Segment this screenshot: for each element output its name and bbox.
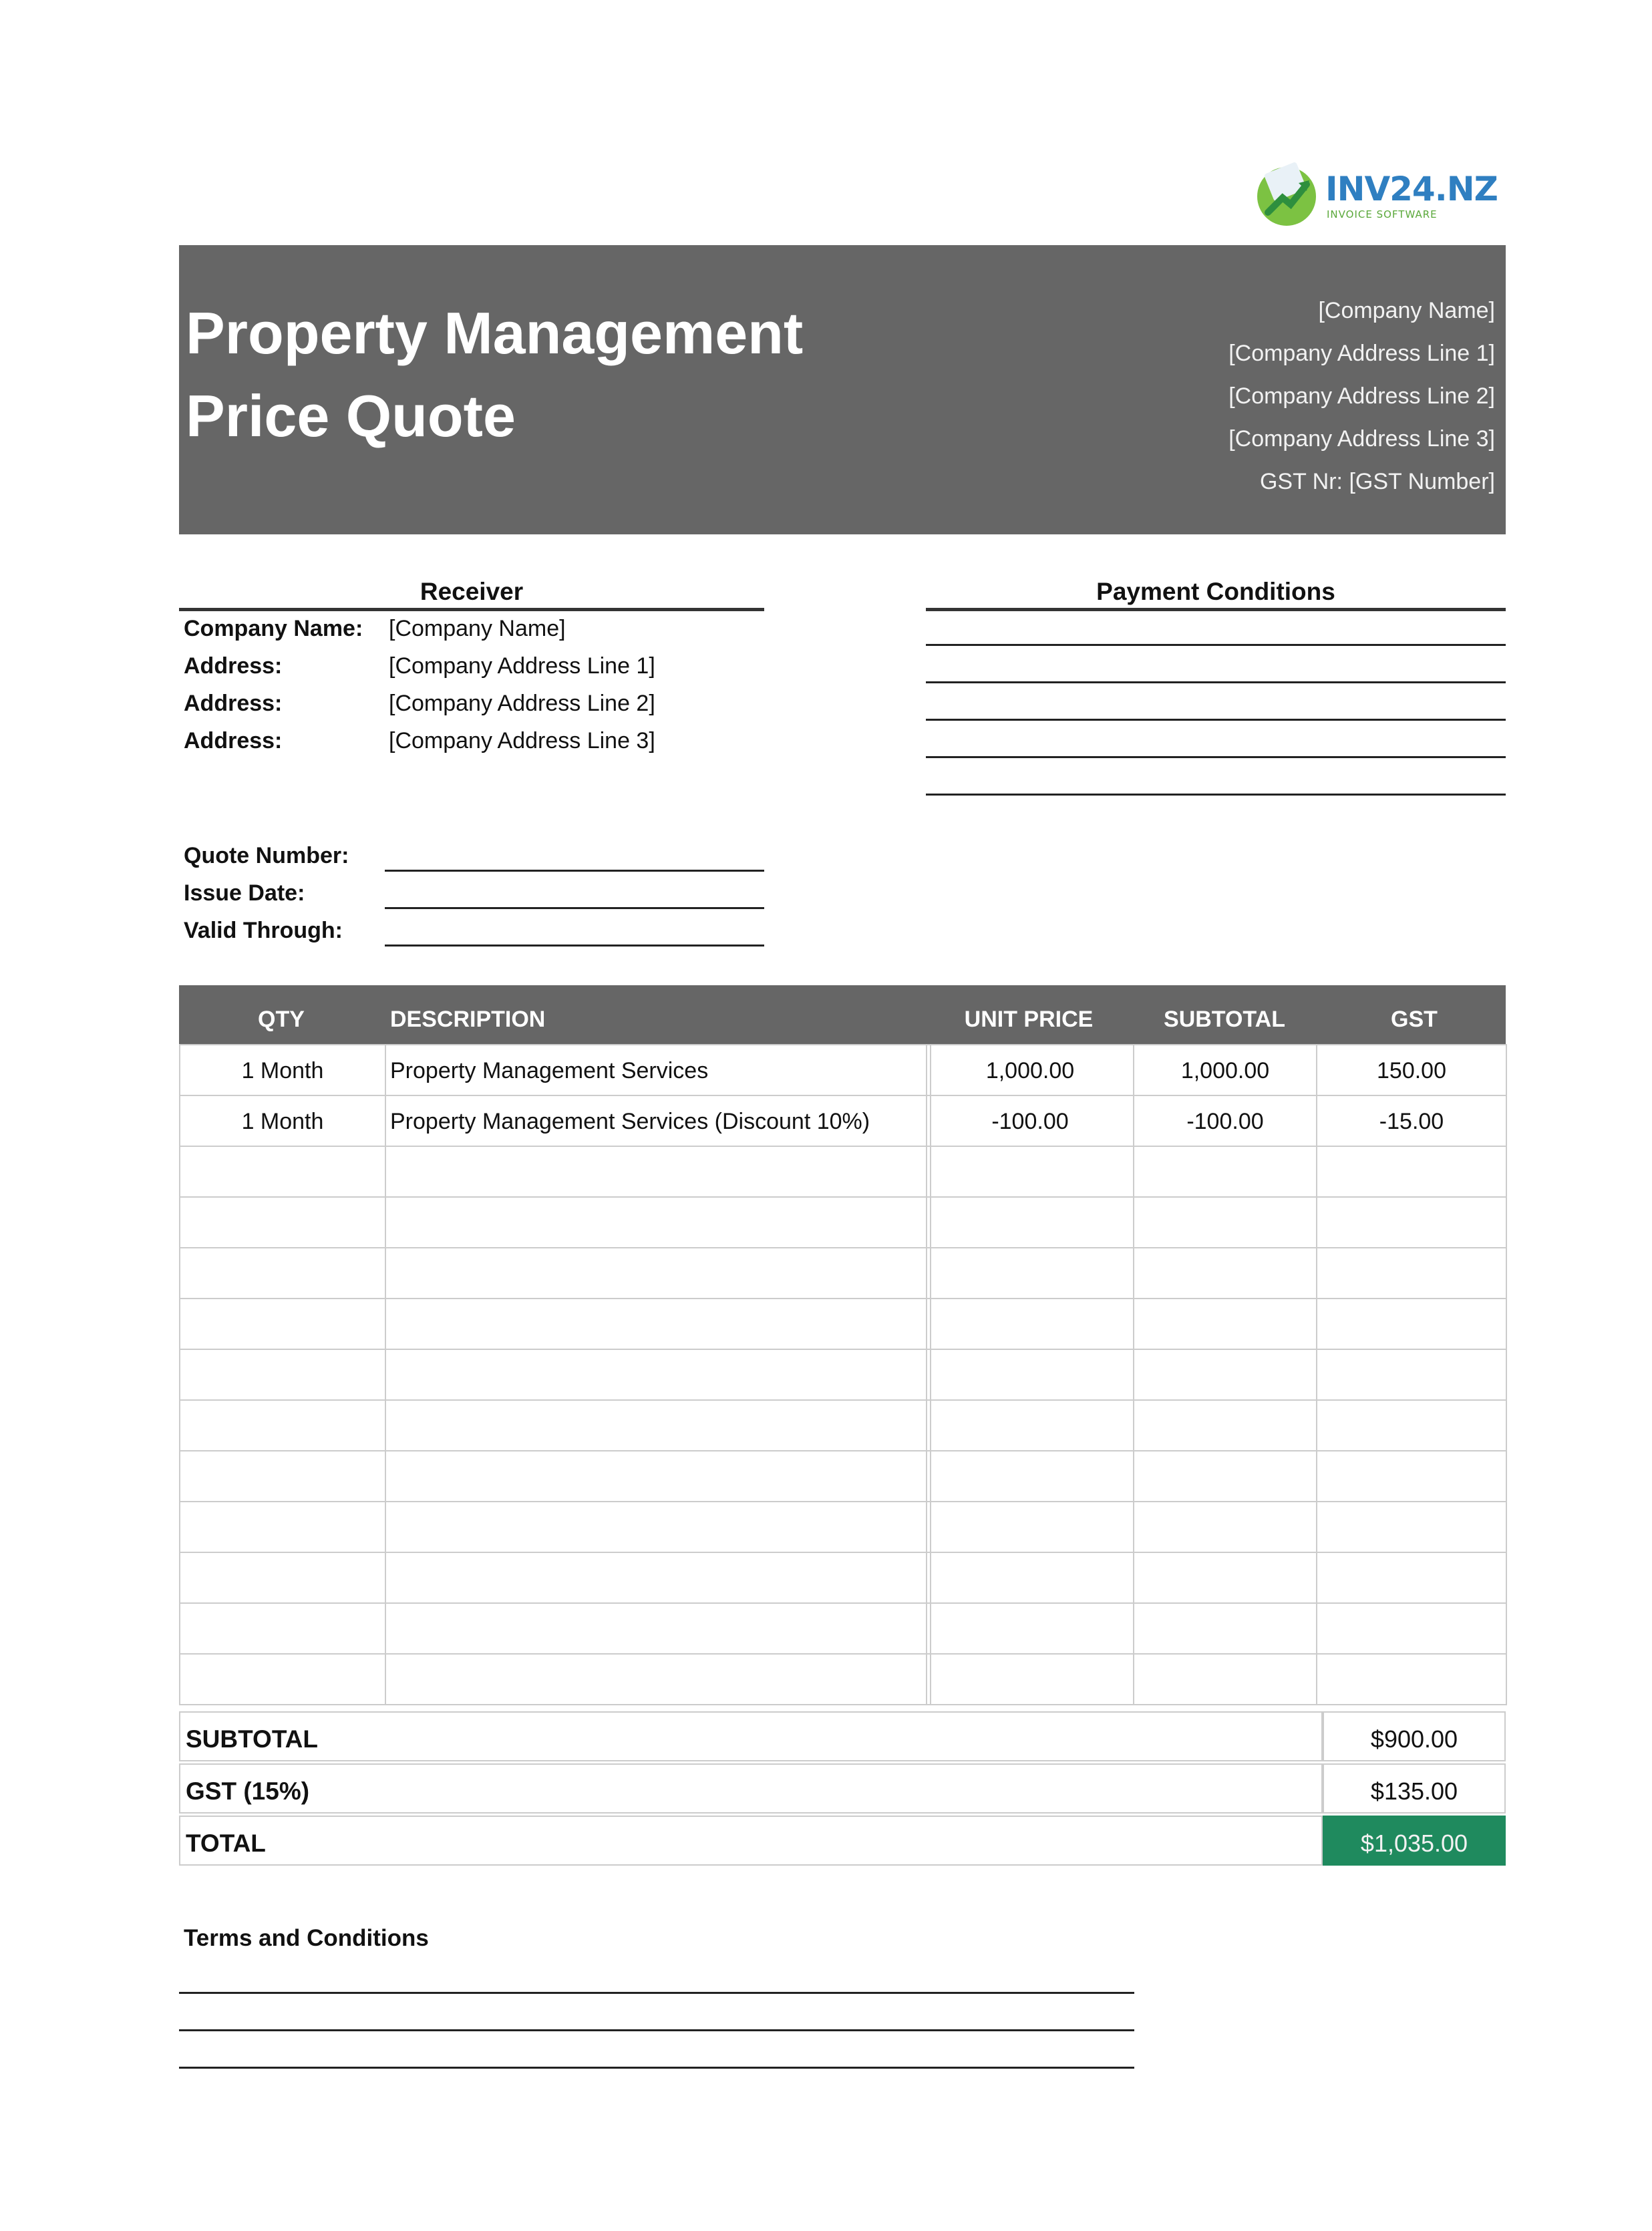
- cell-description[interactable]: [385, 1552, 931, 1604]
- header-band: [179, 245, 1506, 534]
- cell-gst[interactable]: [1316, 1602, 1507, 1655]
- cell-qty[interactable]: [179, 1399, 386, 1451]
- receiver-label-address-2: Address:: [184, 691, 283, 716]
- valid-through-label: Valid Through:: [184, 918, 343, 943]
- cell-gst[interactable]: [1316, 1653, 1507, 1705]
- cell-unit-price[interactable]: [926, 1450, 1134, 1502]
- cell-gst[interactable]: [1316, 1196, 1507, 1248]
- cell-subtotal[interactable]: [1133, 1196, 1317, 1248]
- cell-qty[interactable]: [179, 1247, 386, 1299]
- logo-text: INV24.NZ: [1325, 170, 1498, 208]
- cell-subtotal[interactable]: [1133, 1247, 1317, 1299]
- cell-description[interactable]: [385, 1146, 931, 1198]
- sender-company-block: [1228, 289, 1495, 503]
- receiver-label-address-1: Address:: [184, 653, 283, 679]
- issue-date-label: Issue Date:: [184, 880, 305, 906]
- gst-row: [179, 1763, 1506, 1815]
- column-header-gst: GST: [1391, 1007, 1438, 1032]
- subtotal-label: SUBTOTAL: [179, 1711, 1323, 1761]
- cell-unit-price[interactable]: 1,000.00: [926, 1044, 1134, 1096]
- sender-address-line-2: [Company Address Line 2]: [1228, 383, 1495, 409]
- terms-line-1: [179, 1992, 1134, 1994]
- cell-gst[interactable]: [1316, 1450, 1507, 1502]
- receiver-address-line-1: [Company Address Line 1]: [389, 653, 655, 679]
- cell-description[interactable]: [385, 1450, 931, 1502]
- cell-subtotal[interactable]: -100.00: [1133, 1095, 1317, 1147]
- cell-unit-price[interactable]: [926, 1196, 1134, 1248]
- sender-company-name: [Company Name]: [1318, 298, 1495, 323]
- cell-unit-price[interactable]: [926, 1349, 1134, 1401]
- cell-subtotal[interactable]: [1133, 1146, 1317, 1198]
- title-line-1: Property Management: [186, 300, 804, 366]
- cell-subtotal[interactable]: [1133, 1450, 1317, 1502]
- gst-value: $135.00: [1323, 1763, 1506, 1814]
- terms-line-2: [179, 2029, 1134, 2031]
- sender-address-line-3: [Company Address Line 3]: [1228, 426, 1495, 452]
- cell-description[interactable]: [385, 1196, 931, 1248]
- cell-qty[interactable]: [179, 1602, 386, 1655]
- payment-line-3: [926, 719, 1506, 721]
- cell-unit-price[interactable]: [926, 1247, 1134, 1299]
- cell-description[interactable]: [385, 1298, 931, 1350]
- cell-subtotal[interactable]: [1133, 1602, 1317, 1655]
- column-header-unit-price: UNIT PRICE: [964, 1007, 1094, 1032]
- items-table-header: [179, 985, 1506, 1044]
- column-header-subtotal: SUBTOTAL: [1164, 1007, 1285, 1032]
- column-header-qty: QTY: [258, 1007, 305, 1032]
- cell-qty[interactable]: [179, 1653, 386, 1705]
- cell-qty[interactable]: [179, 1349, 386, 1401]
- column-header-description: DESCRIPTION: [390, 1007, 546, 1032]
- cell-qty[interactable]: [179, 1196, 386, 1248]
- cell-description[interactable]: Property Management Services: [385, 1044, 931, 1096]
- cell-subtotal[interactable]: [1133, 1399, 1317, 1451]
- cell-gst[interactable]: 150.00: [1316, 1044, 1507, 1096]
- cell-unit-price[interactable]: [926, 1602, 1134, 1655]
- receiver-heading: Receiver: [179, 576, 764, 611]
- cell-gst[interactable]: [1316, 1501, 1507, 1553]
- cell-qty[interactable]: [179, 1552, 386, 1604]
- cell-subtotal[interactable]: [1133, 1653, 1317, 1705]
- issue-date-field[interactable]: [385, 907, 764, 909]
- payment-line-5: [926, 794, 1506, 796]
- logo-mark-icon: [1253, 160, 1320, 227]
- cell-unit-price[interactable]: [926, 1298, 1134, 1350]
- subtotal-value: $900.00: [1323, 1711, 1506, 1761]
- quote-number-label: Quote Number:: [184, 843, 349, 868]
- payment-line-1: [926, 644, 1506, 646]
- logo-subtitle: INVOICE SOFTWARE: [1327, 208, 1438, 220]
- cell-qty[interactable]: 1 Month: [179, 1095, 386, 1147]
- cell-gst[interactable]: [1316, 1146, 1507, 1198]
- sender-gst-number: GST Nr: [GST Number]: [1259, 469, 1495, 494]
- cell-gst[interactable]: [1316, 1349, 1507, 1401]
- brand-logo: [1253, 160, 1498, 234]
- cell-unit-price[interactable]: [926, 1653, 1134, 1705]
- payment-conditions-heading: Payment Conditions: [926, 576, 1506, 611]
- cell-subtotal[interactable]: 1,000.00: [1133, 1044, 1317, 1096]
- cell-qty[interactable]: [179, 1146, 386, 1198]
- cell-gst[interactable]: [1316, 1247, 1507, 1299]
- quote-number-field[interactable]: [385, 870, 764, 872]
- cell-unit-price[interactable]: [926, 1399, 1134, 1451]
- cell-unit-price[interactable]: -100.00: [926, 1095, 1134, 1147]
- terms-line-3: [179, 2067, 1134, 2069]
- cell-unit-price[interactable]: [926, 1146, 1134, 1198]
- cell-gst[interactable]: -15.00: [1316, 1095, 1507, 1147]
- receiver-address-line-3: [Company Address Line 3]: [389, 728, 655, 753]
- cell-unit-price[interactable]: [926, 1501, 1134, 1553]
- payment-line-2: [926, 681, 1506, 683]
- cell-subtotal[interactable]: [1133, 1552, 1317, 1604]
- cell-description[interactable]: [385, 1349, 931, 1401]
- cell-gst[interactable]: [1316, 1298, 1507, 1350]
- document-title: [186, 292, 803, 458]
- title-line-2: Price Quote: [186, 383, 516, 449]
- cell-description[interactable]: [385, 1602, 931, 1655]
- gst-label: GST (15%): [179, 1763, 1323, 1814]
- valid-through-field[interactable]: [385, 945, 764, 947]
- payment-line-4: [926, 756, 1506, 758]
- subtotal-row: [179, 1711, 1506, 1763]
- cell-gst[interactable]: [1316, 1399, 1507, 1451]
- total-row: [179, 1816, 1506, 1867]
- receiver-company-name: [Company Name]: [389, 616, 566, 641]
- sender-address-line-1: [Company Address Line 1]: [1228, 341, 1495, 366]
- cell-subtotal[interactable]: [1133, 1501, 1317, 1553]
- receiver-label-address-3: Address:: [184, 728, 283, 753]
- cell-subtotal[interactable]: [1133, 1298, 1317, 1350]
- total-label: TOTAL: [179, 1816, 1323, 1866]
- cell-gst[interactable]: [1316, 1552, 1507, 1604]
- cell-qty[interactable]: 1 Month: [179, 1044, 386, 1096]
- cell-description[interactable]: Property Management Services (Discount 10%): [385, 1095, 931, 1147]
- cell-qty[interactable]: [179, 1298, 386, 1350]
- receiver-label-company: Company Name:: [184, 616, 363, 641]
- receiver-address-line-2: [Company Address Line 2]: [389, 691, 655, 716]
- cell-description[interactable]: [385, 1399, 931, 1451]
- cell-description[interactable]: [385, 1247, 931, 1299]
- cell-qty[interactable]: [179, 1501, 386, 1553]
- terms-heading: Terms and Conditions: [184, 1925, 429, 1951]
- total-value: $1,035.00: [1323, 1816, 1506, 1866]
- cell-qty[interactable]: [179, 1450, 386, 1502]
- cell-unit-price[interactable]: [926, 1552, 1134, 1604]
- cell-subtotal[interactable]: [1133, 1349, 1317, 1401]
- cell-description[interactable]: [385, 1653, 931, 1705]
- cell-description[interactable]: [385, 1501, 931, 1553]
